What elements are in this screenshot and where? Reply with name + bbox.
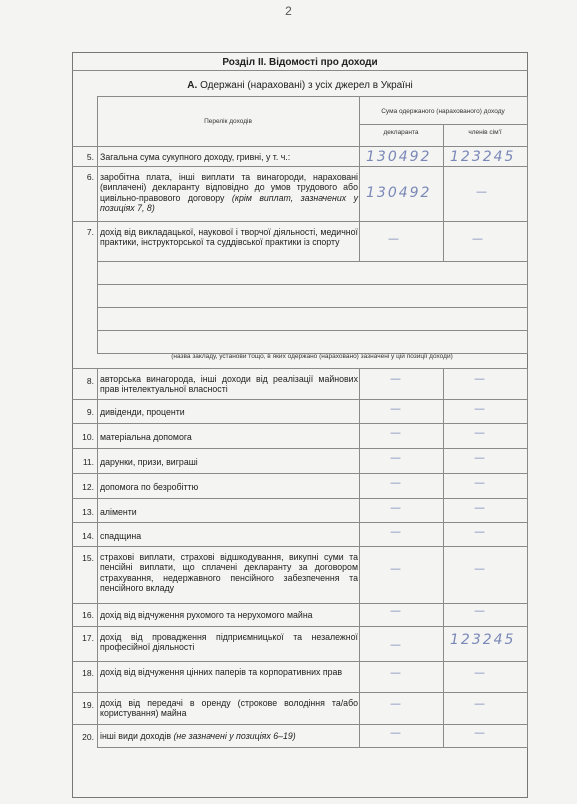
row-7-family: — xyxy=(472,232,485,245)
row-17-family: 123245 xyxy=(450,632,516,648)
row-18-text: дохід від відчуження цінних паперів та корпоративних прав xyxy=(100,667,343,677)
row-6-declarant: 130492 xyxy=(366,185,432,201)
subsection-title xyxy=(72,80,528,91)
row-20-number: 20. xyxy=(82,732,94,742)
row-16-family: — xyxy=(474,604,487,617)
row-14-text: спадщина xyxy=(100,531,142,541)
row-18-number: 18. xyxy=(82,668,94,678)
row-13-family: — xyxy=(474,501,487,514)
row-19-declarant: — xyxy=(390,697,403,710)
row-18-declarant: — xyxy=(390,666,403,679)
row-19-text: дохід від передачі в оренду (строкове володіння та/або користування) майна xyxy=(100,698,358,719)
header-col-declarant: декларанта xyxy=(383,129,419,136)
row-20-text-main: інші види доходів xyxy=(100,731,172,741)
row-10-number: 10. xyxy=(82,432,94,442)
subsection-text: Одержані (нараховані) з усіх джерел в Україні xyxy=(200,80,413,91)
row-14-number: 14. xyxy=(82,531,94,541)
row-20-declarant: — xyxy=(390,726,403,739)
row-16-number: 16. xyxy=(82,610,94,620)
row-9-text: дивіденди, проценти xyxy=(100,407,185,417)
row-11-number: 11. xyxy=(82,457,94,467)
row-10-family: — xyxy=(474,426,487,439)
row-9-declarant: — xyxy=(390,402,403,415)
row-12-declarant: — xyxy=(390,476,403,489)
row-6-text-main: заробітна плата, інші виплати та винагороди, нараховані (виплачені) декларанту відповідно до умов трудового або цивільно-правового договору xyxy=(100,172,358,203)
row-11-declarant: — xyxy=(390,451,403,464)
row-20-family: — xyxy=(474,726,487,739)
subsection-letter: А. xyxy=(187,80,198,91)
row-6-text xyxy=(100,172,358,214)
header-amount-label: Сума одержаного (нарахованого) доходу xyxy=(381,108,505,115)
row-12-number: 12. xyxy=(82,482,94,492)
row-15-text: страхові виплати, страхові відшкодування, викупні суми та пенсійні виплати, що сплачені декларанту за договором страхування, недержавного пенсійного забезпечення та пенсійного вкладу xyxy=(100,552,358,594)
row-11-family: — xyxy=(474,451,487,464)
section-title: Розділ ІІ. Відомості про доходи xyxy=(222,57,378,68)
row-14-family: — xyxy=(474,525,487,538)
row-7-text: дохід від викладацької, наукової і творчої діяльності, медичної практики, інструкторської та суддівської практики із спорту xyxy=(100,227,358,248)
row-18-family: — xyxy=(474,666,487,679)
row-11-text: дарунки, призи, виграші xyxy=(100,457,198,467)
row-5-declarant: 130492 xyxy=(366,149,432,165)
row-13-number: 13. xyxy=(82,507,94,517)
row-8-declarant: — xyxy=(390,372,403,385)
row-6-family: — xyxy=(476,185,489,198)
row-10-declarant: — xyxy=(390,426,403,439)
row-17-declarant: — xyxy=(390,638,403,651)
row-7-declarant: — xyxy=(388,232,401,245)
row-20-text xyxy=(100,731,358,741)
row-8-text: авторська винагорода, інші доходи від реалізації майнових прав інтелектуальної власності xyxy=(100,374,358,395)
row-16-text: дохід від відчуження рухомого та нерухомого майна xyxy=(100,610,313,620)
header-list-label: Перелік доходів xyxy=(204,118,252,125)
row-13-text: аліменти xyxy=(100,507,137,517)
row-12-family: — xyxy=(474,476,487,489)
row-19-number: 19. xyxy=(82,700,94,710)
row-6-number: 6. xyxy=(86,172,94,182)
row-9-number: 9. xyxy=(86,407,94,417)
row-15-number: 15. xyxy=(82,553,94,563)
row-7-number: 7. xyxy=(86,227,94,237)
row-12-text: допомога по безробіттю xyxy=(100,482,199,492)
row-15-family: — xyxy=(474,562,487,575)
header-col-family: членів сім'ї xyxy=(468,129,502,136)
row-17-text: дохід від провадження підприємницької та незалежної професійної діяльності xyxy=(100,632,358,653)
row-6-text-note: (крім виплат, зазначених у позиціях 7, 8) xyxy=(100,192,358,214)
institution-note: (назва закладу, установи тощо, в яких одержано (нараховано) зазначені у цій позиції доходи) xyxy=(171,353,453,360)
row-19-family: — xyxy=(474,697,487,710)
row-13-declarant: — xyxy=(390,501,403,514)
row-8-number: 8. xyxy=(86,376,94,386)
row-10-text: матеріальна допомога xyxy=(100,432,192,442)
row-8-family: — xyxy=(474,372,487,385)
row-5-text: Загальна сума сукупного доходу, гривні, у т. ч.: xyxy=(100,152,291,162)
row-17-number: 17. xyxy=(82,633,94,643)
row-5-number: 5. xyxy=(86,152,94,162)
row-15-declarant: — xyxy=(390,562,403,575)
row-5-family: 123245 xyxy=(450,149,516,165)
row-20-text-note: (не зазначені у позиціях 6–19) xyxy=(173,731,296,741)
row-16-declarant: — xyxy=(390,604,403,617)
page-number: 2 xyxy=(285,4,292,18)
row-14-declarant: — xyxy=(390,525,403,538)
row-9-family: — xyxy=(474,402,487,415)
